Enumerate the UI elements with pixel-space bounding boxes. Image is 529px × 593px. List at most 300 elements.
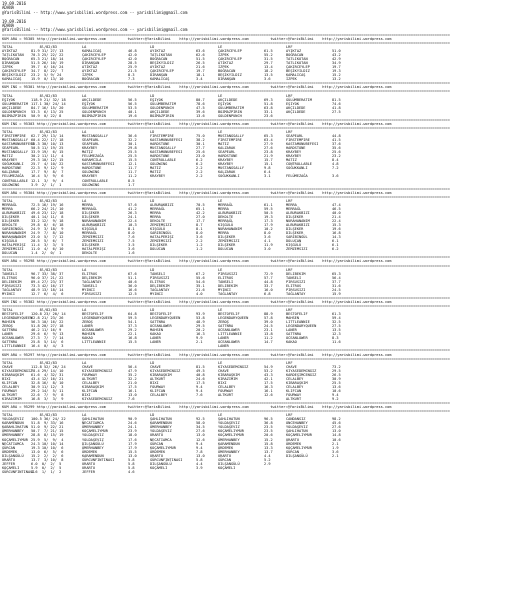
section-rule: =============================================================================================================================================================================================================== xyxy=(2,303,450,308)
horse-name: KOÇAMELI xyxy=(218,465,236,470)
score-value: 42.0 xyxy=(128,53,137,58)
horse-name: DELIBEKIM xyxy=(286,271,306,276)
score-value: 29.8 xyxy=(128,146,137,151)
horse-name: LITTLEANNIE xyxy=(82,340,106,345)
horse-name: ALTKURT xyxy=(82,376,98,381)
score-value: 23.1 xyxy=(264,328,273,333)
score-value: 34.7 8/ 22/ 7 xyxy=(31,69,64,74)
horse-name: KALZARAK xyxy=(218,170,236,175)
horse-name: ÖRDEMEK xyxy=(150,449,166,454)
score-value: 2.1 xyxy=(196,340,203,345)
score-value: 23.5 xyxy=(264,425,273,430)
score-value: 19.6 xyxy=(332,227,341,232)
score-value: 8.0 xyxy=(264,231,271,236)
score-value: 16.1 xyxy=(128,388,137,393)
horse-name: İZPEK xyxy=(218,53,229,58)
score-value: 74.6 xyxy=(332,101,341,106)
horse-name: BOZMAZPIRIN xyxy=(150,113,174,118)
score-value: 7.6 xyxy=(128,235,135,240)
score-value: 19.3 xyxy=(264,214,273,219)
horse-name: AYIKTAZ xyxy=(82,69,98,74)
horse-name: ALTKURT xyxy=(286,397,302,402)
horse-name: KOÇAMELIYMUR xyxy=(286,433,312,438)
column-header-cell: LE xyxy=(218,93,223,98)
score-value: 7.6 xyxy=(196,393,203,397)
column-header-cell: LE xyxy=(218,360,223,365)
horse-name: KOÇAMELIYMUR xyxy=(218,429,244,434)
score-value: 24.6 xyxy=(196,376,205,381)
horse-name: ÖMERHANBEY xyxy=(218,437,240,442)
horse-name: DILŞEKER xyxy=(218,235,236,240)
horse-name: EŞIYOK xyxy=(82,101,95,106)
horse-name: MAHSEN xyxy=(2,320,15,325)
section-rule: =============================================================================================================================================================================================================== xyxy=(2,40,450,45)
score-value: 47.4 xyxy=(332,202,341,207)
header-place-2: ADANA xyxy=(2,23,15,29)
score-value: 32.5 xyxy=(332,320,341,325)
score-value: 65.3 xyxy=(264,134,273,138)
column-header-cell: LA xyxy=(82,413,87,418)
score-value: 29.2 xyxy=(128,328,137,333)
horse-name: KRAYBEY xyxy=(218,158,234,163)
horse-name: CELALBEY xyxy=(218,384,236,389)
section-rule: =============================================================================================================================================================================================================== xyxy=(2,32,450,37)
section-rule: =============================================================================================================================================================================================================== xyxy=(2,255,450,260)
score-value: 54.9 xyxy=(264,364,273,369)
score-value: 8.1 xyxy=(128,227,135,232)
score-value: 15.9 0/ 13/ 10 xyxy=(31,77,64,82)
horse-name: URARTU xyxy=(82,465,95,470)
horse-name: GOLDENPUNCH xyxy=(2,109,26,114)
score-value: 13.7 xyxy=(264,449,273,454)
horse-name: KIRAZIMIM xyxy=(218,376,238,381)
score-value: 15.9 xyxy=(332,291,341,296)
horse-name: MATIZ xyxy=(218,142,229,147)
header-credit-2: @YarisBilimi -- http://www.yarisbilimi.wordpress.com -- yarisbilimi@gmail.com xyxy=(2,27,188,33)
score-value: 118.9 21/ 32/ 18 xyxy=(31,97,66,102)
horse-name: ELITRUS xyxy=(2,275,18,280)
score-value: 65.3 21/ 18/ 14 xyxy=(31,57,64,62)
horse-name: URARTU xyxy=(286,437,299,442)
column-header-cell: LRF xyxy=(286,198,293,203)
score-value: 81.9 31/ 27/ 13 xyxy=(31,49,64,54)
score-value: 16.3 xyxy=(264,384,273,389)
score-value: 56.5 xyxy=(128,97,137,102)
horse-name: AYIKTAZ xyxy=(2,49,18,54)
score-value: 24.9 3/ 18/ 9 xyxy=(31,227,64,232)
horse-name: GÜLÜMBERATIM xyxy=(150,101,176,106)
column-header-cell: LD xyxy=(150,44,155,49)
horse-name: PIRSUSIZI xyxy=(286,287,306,292)
column-header-cell: TOTAL xyxy=(2,360,13,365)
horse-name: TANSELI xyxy=(82,283,98,288)
horse-name: DELIBEKIM xyxy=(218,283,238,288)
score-value: 42.2 xyxy=(196,210,205,215)
score-value: 96.7 33/ 38/ 37 xyxy=(31,271,64,276)
score-value: 45.6 xyxy=(332,421,341,426)
score-value: 25.8 5/ 14/ 6 xyxy=(31,340,64,345)
horse-name: YOLDAŞEVIZ xyxy=(2,417,24,422)
score-value: 50.5 xyxy=(264,210,273,215)
horse-name: ZEBOŞ xyxy=(218,320,229,325)
horse-name: KIYASEDEMCNGIZ xyxy=(2,368,33,373)
horse-name: SEAPEARL xyxy=(82,138,100,143)
horse-name: TATLIKOTAN xyxy=(150,53,172,58)
horse-name: YOLDAŞEVIZ xyxy=(218,421,240,426)
horse-name: BIXI xyxy=(218,380,227,385)
score-value: 63.6 xyxy=(196,49,205,54)
score-value: 38.2 xyxy=(196,138,205,143)
horse-name: MERRA xyxy=(150,214,161,219)
horse-name: KIBARAŞKIM xyxy=(2,372,24,377)
score-value: 22.4 xyxy=(332,218,341,223)
score-value: 42.0 xyxy=(128,57,137,62)
score-value: 16.8 3/ 3/ 9 xyxy=(31,397,64,402)
horse-name: KIŞGÜLÜ xyxy=(150,227,166,232)
score-value: 11.0 4/ 6/ 10 xyxy=(31,247,64,252)
score-value: 78.4 29/ 14/ 10 xyxy=(31,368,64,373)
column-header-cell: LRF xyxy=(286,413,293,418)
horse-name: AYIKTAZ xyxy=(286,49,302,54)
score-value: 36.6 xyxy=(128,134,137,138)
score-value: 40.1 xyxy=(128,109,137,114)
horse-name: KIŞGÜLÜ xyxy=(82,227,98,232)
horse-name: MERRAĞL xyxy=(218,202,234,207)
horse-name: AKÇILDEDE xyxy=(82,97,102,102)
column-header-cell: TOTAL xyxy=(2,129,13,134)
column-header-cell: LD xyxy=(150,308,155,313)
horse-name: KABAHLIHATUN xyxy=(2,425,28,430)
horse-name: KIYASEDEMCNGIZ xyxy=(82,368,113,373)
score-value: 30.1 xyxy=(196,142,205,147)
horse-name: FOURWAY xyxy=(150,384,166,389)
horse-name: DİRANŞAN xyxy=(82,61,100,66)
horse-name: ONCEHANBEY xyxy=(286,421,308,426)
horse-name: MUSTANGSALLY xyxy=(2,138,28,143)
score-value: 11.7 xyxy=(128,166,137,171)
horse-name: MAHSEN xyxy=(286,316,299,321)
horse-name: DİRANŞAN xyxy=(150,73,168,78)
score-value: 44.8 xyxy=(264,279,273,284)
score-value: 11.7 xyxy=(128,170,137,175)
score-value: 17.7 9/ 8/ 7 xyxy=(31,170,64,175)
horse-name: LEGENDARYQUEEN xyxy=(2,316,33,321)
horse-name: GÜLÜMBERATIM xyxy=(82,105,108,110)
horse-name: DOLUCAN xyxy=(2,251,18,256)
horse-name: MERRAĞL xyxy=(2,202,18,207)
score-value: 10.3 xyxy=(128,223,137,228)
horse-name: FIRSTEMPIRE xyxy=(218,138,242,143)
score-value: 37.7 xyxy=(332,279,341,284)
horse-name: CONTROLLABLE xyxy=(2,178,28,183)
horse-name: KIYASEDEMCNGIZ xyxy=(218,364,249,369)
horse-name: FIRSTEMPIRE xyxy=(150,134,174,138)
score-value: 51.0 9/ 22/ 21 xyxy=(31,425,64,430)
horse-name: MUSTANGSALLY xyxy=(218,166,244,171)
score-value: 72.9 xyxy=(264,271,273,276)
horse-name: HATALPERIŞI xyxy=(150,235,174,240)
horse-name: SEAPEARL xyxy=(218,150,236,155)
score-value: 25.7 4/ 10/ 22 xyxy=(31,162,64,167)
score-value: 28.5 xyxy=(128,61,137,66)
horse-name: FOURWAY xyxy=(286,393,302,397)
score-value: 31.5 xyxy=(264,57,273,62)
score-value: 61.5 xyxy=(264,49,273,54)
horse-name: NURAHANANIM xyxy=(2,235,26,240)
score-value: 8.0 xyxy=(196,231,203,236)
score-value: 7.6 xyxy=(128,397,135,402)
column-header-cell: LD xyxy=(150,93,155,98)
horse-name: HARDSTONE xyxy=(150,142,170,147)
section-rule: =============================================================================================================================================================================================================== xyxy=(2,401,450,406)
horse-name: AKÇILDEDE xyxy=(286,109,306,114)
horse-name: KALZARAK xyxy=(2,170,20,175)
score-value: 50.9 0/ 22/ 8 xyxy=(31,113,62,118)
score-value: 56.5 xyxy=(128,101,137,106)
score-value: 1.7 xyxy=(128,182,135,187)
horse-name: PIRSUSIZI xyxy=(82,291,102,296)
score-value: 5.2 xyxy=(264,457,271,462)
horse-name: GOLDWING xyxy=(2,182,20,187)
score-value: 25.5 xyxy=(128,154,137,159)
horse-name: OCEANLOWER xyxy=(150,324,172,329)
score-value: 14.8 xyxy=(332,433,341,438)
horse-name: DELIBEKIM xyxy=(2,279,22,284)
horse-name: ALBURAKBIZI xyxy=(150,202,174,207)
horse-name: MYINCI xyxy=(82,287,95,292)
score-value: 25.9 xyxy=(128,65,137,70)
score-value: 13.6 xyxy=(332,384,341,389)
horse-name: AYIKTAZ xyxy=(150,49,166,54)
column-header-cell: LRF xyxy=(286,267,293,272)
score-value: 72.5 16/ 19/ 16 xyxy=(31,202,64,207)
horse-name: SOĞUKKANLI xyxy=(286,166,308,171)
horse-name: TAĞLANTAY xyxy=(82,279,102,284)
horse-name: BIXI xyxy=(2,376,11,381)
horse-name: PIRSUSIZI xyxy=(218,271,238,276)
score-value: 23.2 5/ 9/ 24 xyxy=(31,73,62,78)
score-value: 13.0 6/ 5/ 6 xyxy=(31,449,64,454)
horse-name: ALTKURT xyxy=(150,376,166,381)
score-value: 3.6 xyxy=(196,235,203,240)
horse-name: LANER xyxy=(150,336,161,341)
score-value: 19.7 xyxy=(332,65,341,70)
score-value: 27.7 xyxy=(196,146,205,151)
score-value: 62.7 29/ 13/ 14 xyxy=(31,134,64,138)
column-header-cell: TOTAL xyxy=(2,198,13,203)
score-value: 28.8 8/ 15/ 19 xyxy=(31,433,64,438)
score-value: 63.8 xyxy=(264,105,273,110)
horse-name: FELÜMEZAĞA xyxy=(2,174,24,179)
horse-name: DEKOLTE xyxy=(2,223,18,228)
column-header-cell: 8l/82/83 xyxy=(31,44,57,49)
score-value: 16.8 xyxy=(128,336,137,341)
horse-name: URARTU xyxy=(82,461,95,466)
horse-name: HARDSTONE xyxy=(150,154,170,159)
column-header-cell: 8l/82/83 xyxy=(31,198,57,203)
horse-name: NURAHANANIM xyxy=(218,227,242,232)
score-value: 23.2 xyxy=(332,154,341,159)
score-value: 4.8 xyxy=(332,162,339,167)
horse-name: GOLDENPUNCH xyxy=(218,113,242,118)
score-value: 78.6 xyxy=(196,101,205,106)
horse-name: FIRSTEMPIRE xyxy=(286,138,310,143)
horse-name: TATLIKOTAN xyxy=(286,57,308,62)
horse-name: MERRA xyxy=(218,206,229,211)
horse-name: SEAPEARL xyxy=(2,146,20,151)
score-value: 9.4 xyxy=(332,393,339,397)
horse-name: SATTNRA xyxy=(2,328,18,333)
horse-name: HARDSTONE xyxy=(218,154,238,159)
score-value: 23.5 xyxy=(264,429,273,434)
score-value: 56.4 xyxy=(332,275,341,280)
horse-name: KLIFCAN xyxy=(2,380,18,385)
score-value: 69.3 xyxy=(264,97,273,102)
horse-name: GOLDENPUNCH xyxy=(150,105,174,110)
horse-name: KRAYBEY xyxy=(82,174,98,179)
score-value: 11.4 3/ 3/ 5 xyxy=(31,243,64,248)
score-value: 18.1 xyxy=(196,73,205,78)
horse-name: LEGENDARYQUEEN xyxy=(82,316,113,321)
score-value: 3.6 xyxy=(264,77,271,82)
horse-name: ÖMERHANBEY xyxy=(2,429,24,434)
horse-name: ZEBOŞ xyxy=(82,320,93,325)
horse-name: CONTROLLABLE xyxy=(286,162,312,167)
horse-name: ALBURAKBIZI xyxy=(286,210,310,215)
horse-name: ATİKTAZ xyxy=(82,65,98,70)
score-value: 16.0 xyxy=(264,287,273,292)
horse-name: ÖMERHANBEY xyxy=(2,433,24,438)
horse-name: ÇAKIRCEYLEP xyxy=(82,57,106,62)
horse-name: JEFFER xyxy=(2,461,15,466)
score-value: 16.8 xyxy=(332,231,341,236)
score-value: 51.0 xyxy=(332,49,341,54)
score-value: 1.2 xyxy=(196,247,203,252)
horse-name: MERRA xyxy=(218,231,229,236)
score-value: 1.2 xyxy=(196,243,203,248)
horse-name: CHAVE xyxy=(150,364,161,369)
score-value: 12.6 xyxy=(196,437,205,442)
horse-name: MUSTANGSALLY xyxy=(218,134,244,138)
horse-name: MYINCI xyxy=(218,287,231,292)
score-value: 12.1 3/ 9/ 4 xyxy=(31,178,64,183)
score-value: 51.8 9/ 33/ 16 xyxy=(31,421,64,426)
score-value: 66.2 24/ 21/ 10 xyxy=(31,206,64,211)
score-value: 29.5 xyxy=(196,324,205,329)
horse-name: ALBURAKBIZI xyxy=(2,210,26,215)
score-value: 100.5 36/ 24/ 22 xyxy=(31,417,66,422)
horse-name: İZPEK xyxy=(218,65,229,70)
horse-name: KIYASEDEMCNGIZ xyxy=(150,368,181,373)
horse-name: ÖRDEMEK xyxy=(2,449,18,454)
score-value: 11.6 xyxy=(332,340,341,345)
horse-name: DEKOLTE xyxy=(82,251,98,256)
horse-name: ZEMZEMSIZI xyxy=(218,239,240,244)
horse-name: CHAVE xyxy=(286,364,297,369)
score-value: 62.8 21/ 23/ 26 xyxy=(31,316,64,321)
horse-name: SARIBINGÜL xyxy=(150,231,172,236)
horse-name: TANSELI xyxy=(286,275,302,280)
score-value: 34.9 xyxy=(332,61,341,66)
horse-name: AYIKTAZ xyxy=(150,65,166,70)
section-title: KUM ARA = 95298 http://yarisbilimi.wordpress.com twitter:@YarisBilimi http://yarisbilimi.wordpress.com twitter:@YarisBilimi http://yarisbilimi.wordpress.com xyxy=(2,259,392,264)
score-value: 63.4 xyxy=(264,138,273,143)
score-value: 3.1 xyxy=(264,174,271,179)
horse-name: EŞIYOK xyxy=(286,101,299,106)
section-title: KUM ARA = 95305 http://yarisbilimi.wordpress.com twitter:@YarisBilimi http://yarisbilimi.wordpress.com twitter:@YarisBilimi http://yarisbilimi.wordpress.com xyxy=(2,36,392,41)
score-value: 21.6 xyxy=(196,287,205,292)
header-date-2: 19.09.2016 xyxy=(2,18,27,24)
score-value: 24.9 7/ 8/ 10 xyxy=(31,231,64,236)
horse-name: DILŞEKER xyxy=(82,210,100,215)
score-value: 31.6 xyxy=(332,283,341,288)
horse-name: OCEANLOWER xyxy=(82,328,104,333)
horse-name: ALBURAKBIZI xyxy=(286,223,310,228)
horse-name: GOLDWING xyxy=(150,162,168,167)
score-value xyxy=(196,470,218,474)
horse-name: KIRAZIMIM xyxy=(2,397,22,402)
score-value: 15.5 xyxy=(128,340,137,345)
score-value: 5.8 xyxy=(128,461,135,466)
horse-name: SOĞUKKANLI xyxy=(218,174,240,179)
horse-name: SOĞUKKANLI xyxy=(2,162,24,167)
horse-name: LANER xyxy=(150,340,161,345)
horse-name: BESTOFELIF xyxy=(2,312,24,317)
score-value: 35.1 xyxy=(196,283,205,288)
horse-name: KARAMENDUN xyxy=(218,441,240,446)
score-value: 18.2 xyxy=(264,69,273,74)
score-value: 8.5 xyxy=(128,178,135,183)
score-value: 46.5 xyxy=(332,206,341,211)
horse-name: SARIBINGÜL xyxy=(2,227,24,232)
score-value: 19.3 xyxy=(332,69,341,74)
horse-name: KIYASEDEMCNGIZ xyxy=(82,397,113,402)
column-header-cell: LA xyxy=(82,360,87,365)
horse-name: ELITRUS xyxy=(150,279,166,284)
horse-name: MERRAĞL xyxy=(218,218,234,223)
score-value: 13.6 xyxy=(196,113,205,118)
score-value: 58.0 xyxy=(196,421,205,426)
horse-name: DILŞEKER xyxy=(150,243,168,248)
score-value: 1.4 2/ 0/ 1 xyxy=(31,251,62,256)
horse-name: ÖRDEMEK xyxy=(286,441,302,446)
horse-name: MYINCI xyxy=(150,291,163,296)
horse-name: DILŞEKER xyxy=(218,243,236,248)
score-value: 12.5 xyxy=(128,291,137,296)
score-value: 5.8 xyxy=(196,457,203,462)
score-value: 9.4 xyxy=(196,384,203,389)
horse-name: ALBURAKBIZI xyxy=(82,223,106,228)
score-value: 19.3 10/ 10/ 6 xyxy=(31,445,64,450)
horse-name: KASTAMONUBEFESI xyxy=(150,150,183,155)
horse-name: DİRANŞAN xyxy=(218,77,236,82)
score-value: 5.9 0/ 2/ 5 xyxy=(31,465,62,470)
horse-name: NURAHANANIM xyxy=(2,231,26,236)
score-value: 92.5 xyxy=(196,417,205,422)
horse-name: FIRSTEMPIRE xyxy=(2,134,26,138)
score-value: 22.1 xyxy=(128,332,137,337)
horse-name: LANER xyxy=(2,332,13,337)
score-value: 42.1 xyxy=(264,376,273,381)
horse-name: ŞAHLIHATUN xyxy=(286,429,308,434)
horse-name: ELITRUS xyxy=(218,275,234,280)
score-value: 112.8 52/ 26/ 24 xyxy=(31,364,66,369)
score-value: 35.2 xyxy=(128,372,137,377)
column-header-cell: LE xyxy=(218,129,223,134)
horse-name: KIBARAŞKIM xyxy=(150,372,172,377)
score-value: 15.3 xyxy=(332,223,341,228)
horse-name: DİRANŞAN xyxy=(2,61,20,66)
